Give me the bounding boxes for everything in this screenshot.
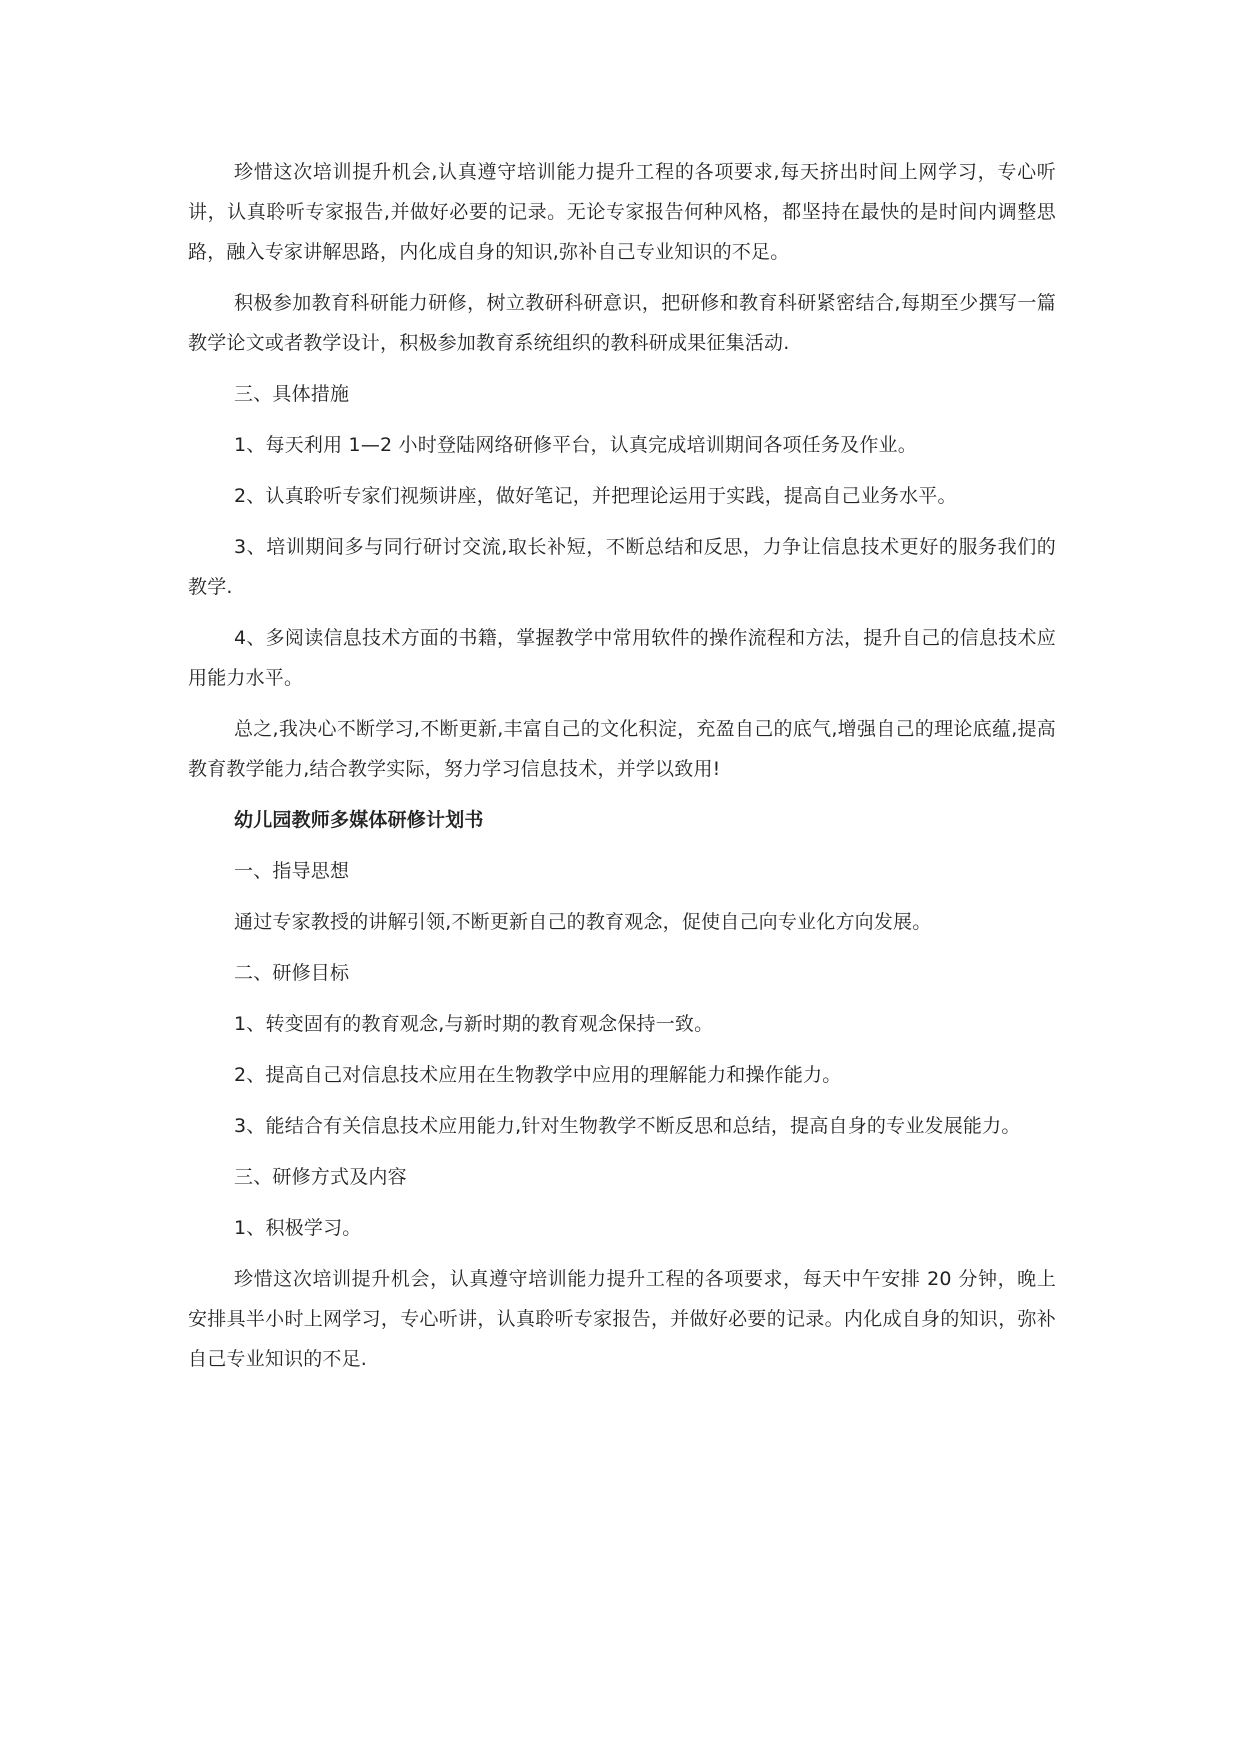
measure-item-4: 4、多阅读信息技术方面的书籍，掌握教学中常用软件的操作流程和方法，提升自己的信息技术应用能力水平。	[188, 627, 1056, 689]
section-heading-methods-content: 三、研修方式及内容	[234, 1166, 407, 1188]
paragraph-daily-schedule: 珍惜这次培训提升机会，认真遵守培训能力提升工程的各项要求，每天中午安排 20 分钟，晚上安排具半小时上网学习，专心听讲，认真聆听专家报告，并做好必要的记录。内化成自身的知识，弥补自己专业知识的不足.	[188, 1268, 1056, 1370]
goal-item-1: 1、转变固有的教育观念,与新时期的教育观念保持一致。	[234, 1013, 714, 1035]
measure-item-3: 3、培训期间多与同行研讨交流,取长补短，不断总结和反思，力争让信息技术更好的服务我们的教学.	[188, 536, 1056, 598]
paragraph-guiding-ideology: 通过专家教授的讲解引领,不断更新自己的教育观念，促使自己向专业化方向发展。	[234, 911, 932, 933]
goal-item-2: 2、提高自己对信息技术应用在生物教学中应用的理解能力和操作能力。	[234, 1064, 842, 1086]
document-title: 幼儿园教师多媒体研修计划书	[234, 809, 484, 831]
measure-item-1: 1、每天利用 1—2 小时登陆网络研修平台，认真完成培训期间各项任务及作业。	[234, 434, 917, 456]
goal-item-3: 3、能结合有关信息技术应用能力,针对生物教学不断反思和总结，提高自身的专业发展能力。	[234, 1115, 1021, 1137]
section-heading-guiding-ideology: 一、指导思想	[234, 860, 350, 882]
method-item-1: 1、积极学习。	[234, 1217, 362, 1239]
paragraph-research-participation: 积极参加教育科研能力研修，树立教研科研意识，把研修和教育科研紧密结合,每期至少撰写一篇教学论文或者教学设计，积极参加教育系统组织的教科研成果征集活动.	[188, 292, 1056, 354]
section-heading-research-goals: 二、研修目标	[234, 962, 350, 984]
paragraph-cherish-training: 珍惜这次培训提升机会,认真遵守培训能力提升工程的各项要求,每天挤出时间上网学习，专心听讲，认真聆听专家报告,并做好必要的记录。无论专家报告何种风格，都坚持在最快的是时间内调整思路，融入专家讲解思路，内化成自身的知识,弥补自己专业知识的不足。	[188, 161, 1056, 263]
measure-item-2: 2、认真聆听专家们视频讲座，做好笔记，并把理论运用于实践，提高自己业务水平。	[234, 485, 957, 507]
section-heading-specific-measures: 三、具体措施	[234, 383, 350, 405]
paragraph-conclusion: 总之,我决心不断学习,不断更新,丰富自己的文化积淀，充盈自己的底气,增强自己的理论底蕴,提高教育教学能力,结合教学实际，努力学习信息技术，并学以致用!	[188, 718, 1056, 780]
document-body	[188, 152, 1056, 1390]
